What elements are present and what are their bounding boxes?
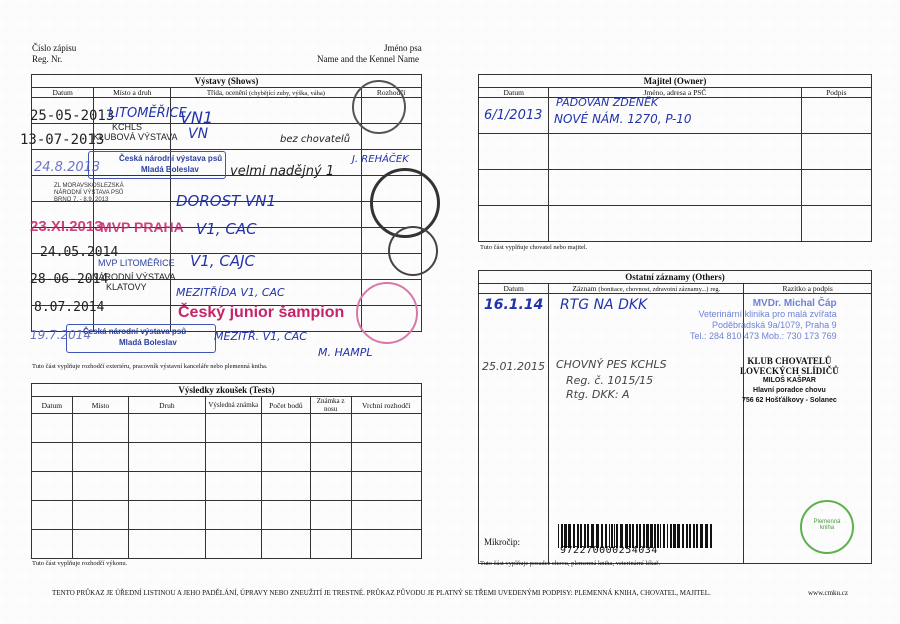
reg-label-en: Reg. Nr. xyxy=(32,54,63,64)
show-place-1: LITOMĚŘICE xyxy=(108,106,187,121)
barcode-bar xyxy=(677,524,680,548)
owner-col-signature: Podpis xyxy=(801,88,871,98)
show-date-2: 13-07-2013 xyxy=(20,132,105,148)
show-place-6: MVP LITOMĚŘICE xyxy=(98,258,175,268)
shows-col-judge: Rozhodčí xyxy=(361,88,422,98)
show-award-6: V1, CAJC xyxy=(190,252,255,270)
show-date-8: 8.07.2014 xyxy=(34,300,105,315)
footer-url: www.cmku.cz xyxy=(808,589,848,597)
others-col-record: Záznam (bonitace, chovnost, zdravotní záznamy...) reg. xyxy=(549,284,744,294)
show-date-5: 23.XI.2013 xyxy=(30,218,103,235)
others-date-2: 25.01.2015 xyxy=(482,360,545,373)
vet-stamp: MVDr. Michal Čáp Veterinární klinika pro malá zvířata Poděbradská 9a/1079, Praha 9 Tel.: 284 810 473 Mob.: 730 173 769 xyxy=(690,298,837,341)
shows-col-date: Datum xyxy=(32,88,94,98)
show-award-2: VN xyxy=(188,126,209,142)
dog-name-label-en: Name and the Kennel Name xyxy=(317,54,419,64)
tests-footnote: Tuto část vyplňuje rozhodčí výkonu. xyxy=(32,560,128,567)
pk-round-stamp: Plemenná kniha xyxy=(800,500,854,554)
brno-stamp: ZL MORAVSKOSLEZSKÁ NÁRODNÍ VÝSTAVA PSŮ BRNO 7. - 8.9. 2013 xyxy=(54,183,124,203)
others-title: Ostatní záznamy (Others) xyxy=(479,271,872,284)
others-record-2-line3: Rtg. DKK: A xyxy=(566,388,630,401)
barcode-bar xyxy=(693,524,695,548)
club-stamp: KLUB CHOVATELŮ LOVECKÝCH SLÍDIČŮ MILOŠ KAŠPAR Hlavní poradce chovu 756 62 Hošťálkovy - Solanec xyxy=(740,356,839,404)
others-record-1: RTG NA DKK xyxy=(560,297,648,313)
tests-col-points: Počet bodů xyxy=(262,397,311,414)
show-award-3: velmi nadějný 1 xyxy=(230,164,335,179)
tests-col-grade: Výsledná známka xyxy=(205,397,262,414)
owner-col-date: Datum xyxy=(479,88,549,98)
barcode-bar xyxy=(663,524,665,548)
show-award-7: MEZITŘÍDA V1, CAC xyxy=(176,286,285,299)
others-date-1: 16.1.14 xyxy=(484,297,544,313)
show-date-6: 24.05.2014 xyxy=(40,245,119,260)
others-record-2-line2: Reg. č. 1015/15 xyxy=(566,374,654,387)
shows-col-place: Místo a druh xyxy=(94,88,171,98)
others-col-date: Datum xyxy=(479,284,549,294)
show-judge-9: M. HAMPL xyxy=(318,346,373,359)
tests-col-nose: Známka z nosu xyxy=(310,397,351,414)
tests-col-type: Druh xyxy=(129,397,205,414)
show-date-9: 19.7.2014 xyxy=(30,328,92,342)
shows-footnote: Tuto část vyplňuje rozhodčí exteriéru, pracovník výstavní kanceláře nebo plemenná kniha. xyxy=(32,363,268,370)
barcode-bar xyxy=(700,524,703,548)
others-col-stamp: Razítko a podpis xyxy=(744,284,872,294)
footer-legal-text: TENTO PRŮKAZ JE ÚŘEDNÍ LISTINOU A JEHO PADĚLÁNÍ, ÚPRAVY NEBO ZNEUŽITÍ JE TRESTNÉ. PRŮKAZ PŮVODU JE PLATNÝ SE TŘEMI UVEDENÝMI PODPISY: PLEMENNÁ KNIHA, CHOVATEL, MAJITEL. xyxy=(52,589,711,597)
barcode-bar xyxy=(670,524,672,548)
barcode-bar xyxy=(686,524,688,548)
kchls-stamp-2: KLUBOVÁ VÝSTAVA xyxy=(93,132,178,142)
barcode-bar xyxy=(696,524,698,548)
owner-col-name: Jméno, adresa a PSČ xyxy=(549,88,801,98)
tests-col-date: Datum xyxy=(32,397,73,414)
owner-table xyxy=(478,74,872,242)
show-award-9: MEZITŘ. V1, CAC xyxy=(214,330,307,343)
kchls-stamp-1: KCHLS xyxy=(112,122,143,132)
show-note-2: bez chovatelů xyxy=(280,134,351,145)
owner-title: Majitel (Owner) xyxy=(479,75,872,88)
barcode-bar xyxy=(689,524,691,548)
others-record-2: CHOVNÝ PES KCHLS xyxy=(556,358,667,371)
show-award-4: DOROST VN1 xyxy=(176,192,277,210)
dog-name-label-cz: Jméno psa xyxy=(384,43,422,53)
owner-address-1: NOVÉ NÁM. 1270, P-10 xyxy=(554,112,692,126)
judge-round-stamp-1 xyxy=(352,80,406,134)
shows-col-class: Třída, ocenění (chybějící zuby, výška, váha) xyxy=(171,88,361,98)
show-judge-3: J. REHÁČEK xyxy=(352,154,409,165)
microchip-label: Mikročip: xyxy=(484,537,520,547)
judge-round-stamp-3 xyxy=(388,226,438,276)
owner-date-1: 6/1/2013 xyxy=(484,108,543,123)
show-date-3: 24.8.2013 xyxy=(34,160,101,175)
microchip-number: 972270000254034 xyxy=(560,545,658,556)
owner-footnote: Tuto část vyplňuje chovatel nebo majitel. xyxy=(480,244,588,251)
barcode-bar xyxy=(558,524,559,548)
tests-title: Výsledky zkoušek (Tests) xyxy=(32,384,422,397)
others-footnote: Tuto část vyplňuje poradce chovu, plemenná kniha, veterinární lékař. xyxy=(480,560,661,567)
barcode-bar xyxy=(705,524,708,548)
barcode-bar xyxy=(673,524,676,548)
barcode-bar xyxy=(682,524,684,548)
shows-title: Výstavy (Shows) xyxy=(32,75,422,88)
mvp-praha-stamp: MVP PRAHA xyxy=(100,219,184,235)
judge-round-stamp-pink xyxy=(356,282,418,344)
cns-stamp-box-1: Česká národní výstava psů Mladá Boleslav xyxy=(88,151,226,179)
show-award-5: V1, CAC xyxy=(196,220,257,238)
barcode-bar xyxy=(710,524,712,548)
barcode-bar xyxy=(660,524,661,548)
show-date-1: 25-05-2013 xyxy=(30,108,115,124)
tests-col-judge: Vrchní rozhodčí xyxy=(351,397,422,414)
show-date-7: 28-06-2014 xyxy=(30,272,109,287)
cns-stamp-box-2: Česká národní výstava psů Mladá Boleslav xyxy=(66,324,216,353)
tests-col-place: Místo xyxy=(72,397,129,414)
owner-name-1: PADOVAN ZDENĚK xyxy=(556,96,659,109)
show-award-1: VN1 xyxy=(180,108,214,127)
barcode-bar xyxy=(667,524,668,548)
klatovy-stamp: NÁRODNÍ VÝSTAVA KLATOVY xyxy=(92,272,176,292)
junior-champion-stamp: Český junior šampion xyxy=(178,304,345,321)
reg-label-cz: Číslo zápisu xyxy=(32,43,77,53)
tests-table xyxy=(31,383,422,559)
